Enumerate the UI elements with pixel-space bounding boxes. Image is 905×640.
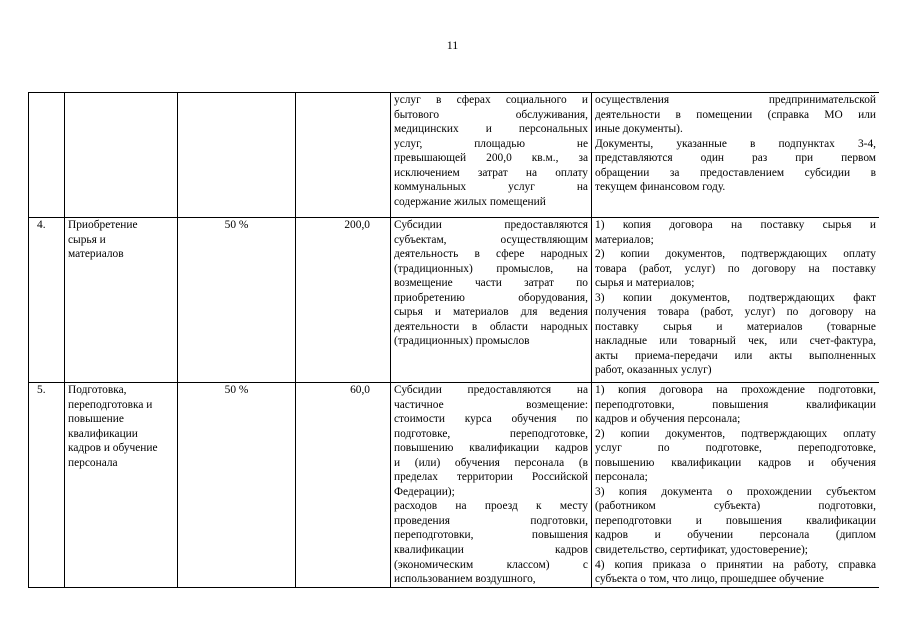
subsidy-table: [28, 92, 879, 588]
required-documents-line: деятельности в помещении (справка МО или: [595, 108, 876, 121]
subsidy-description-line: Федерации);: [394, 485, 455, 498]
subsidy-description-line: деятельность в сфере народных: [394, 248, 588, 261]
required-documents-line: поставку сырья и материалов (товарные: [595, 320, 876, 333]
required-documents-line: текущем финансовом году.: [595, 181, 726, 194]
subsidy-description-line: расходов на проезд к месту: [394, 500, 588, 513]
subsidy-percent: 50 %: [178, 218, 296, 383]
required-documents-line: материалов;: [595, 233, 654, 246]
required-documents-line: услуг по подготовке, переподготовке,: [595, 442, 876, 455]
subsidy-description-line: проведения подготовки,: [394, 514, 588, 527]
subsidy-description-line: переподготовки, повышения: [394, 529, 588, 542]
required-documents-line: переподготовки, повышения квалификации: [595, 398, 876, 411]
subsidy-description-line: коммунальных услуг на: [394, 181, 588, 194]
expense-name-line: материалов: [68, 248, 124, 261]
subsidy-description-line: подготовке, переподготовке,: [394, 427, 588, 440]
required-documents-line: накладные или товарный чек, или счет-фактура,: [595, 335, 876, 348]
row-number: [29, 93, 65, 218]
required-documents-line: 2) копии документов, подтверждающих оплату: [595, 427, 876, 440]
expense-name: [65, 383, 178, 588]
required-documents-line: 4) копия приказа о принятии на работу, справка: [595, 558, 876, 571]
required-documents-line: товара (работ, услуг) по договору на поставку: [595, 262, 876, 275]
subsidy-description-line: исключением затрат на оплату: [394, 166, 588, 179]
required-documents-line: иные документы).: [595, 123, 683, 136]
subsidy-description-line: квалификации кадров: [394, 544, 588, 557]
subsidy-description: [391, 93, 592, 218]
required-documents: [592, 93, 880, 218]
expense-name-line: переподготовка и: [68, 398, 153, 411]
subsidy-description-line: (традиционных) промыслов: [394, 335, 530, 348]
required-documents-line: представляются один раз при первом: [595, 152, 876, 165]
required-documents-line: (работником субъекта) подготовки,: [595, 500, 876, 513]
required-documents-line: 3) копии документов, подтверждающих факт: [595, 291, 876, 304]
expense-name-line: повышение: [68, 413, 124, 426]
subsidy-description-line: субъектам, осуществляющим: [394, 233, 588, 246]
required-documents-line: персонала;: [595, 471, 648, 484]
required-documents-line: сырья и материалов;: [595, 277, 695, 290]
table-row: [29, 383, 880, 588]
expense-name: [65, 93, 178, 218]
table-row: [29, 93, 880, 218]
subsidy-table-wrapper: [28, 92, 879, 640]
required-documents-line: кадров и обучении персонала (диплом: [595, 529, 876, 542]
page-number: 11: [446, 38, 459, 52]
subsidy-percent: 50 %: [178, 383, 296, 588]
subsidy-table-body: [29, 93, 880, 588]
expense-name-line: квалификации: [68, 427, 138, 440]
subsidy-description-line: Субсидии предоставляются на: [394, 384, 588, 396]
expense-name-line: Подготовка,: [68, 384, 127, 396]
subsidy-description-line: сырья и материалов для ведения: [394, 306, 588, 319]
subsidy-description-line: деятельности в области народных: [394, 320, 588, 333]
required-documents-line: кадров и обучения персонала;: [595, 413, 741, 426]
required-documents-line: работ, оказанных услуг): [595, 364, 712, 377]
expense-name-line: кадров и обучение: [68, 442, 158, 455]
expense-name-line: сырья и: [68, 233, 106, 246]
required-documents-line: получения товара (работ, услуг) по договору на: [595, 306, 876, 319]
subsidy-description-line: пределах территории Российской: [394, 471, 588, 484]
subsidy-description-line: приобретению оборудования,: [394, 291, 588, 304]
required-documents-line: повышению квалификации кадров и обучения: [595, 456, 876, 469]
subsidy-amount: [296, 93, 391, 218]
subsidy-description-line: (традиционных) промыслов, на: [394, 262, 588, 275]
required-documents-line: Документы, указанные в подпунктах 3-4,: [595, 137, 876, 150]
subsidy-description: [391, 218, 592, 383]
subsidy-description-line: услуг в сферах социального и: [394, 94, 588, 106]
required-documents-line: обращении за предоставлением субсидии в: [595, 166, 876, 179]
subsidy-description-line: Субсидии предоставляются: [394, 219, 588, 231]
table-row: [29, 218, 880, 383]
row-number: 4.: [29, 218, 65, 383]
expense-name-line: Приобретение: [68, 219, 138, 231]
subsidy-description-line: использованием воздушного,: [394, 573, 536, 586]
subsidy-description-line: (экономическим классом) с: [394, 558, 588, 571]
required-documents-line: 1) копия договора на поставку сырья и: [595, 219, 876, 231]
subsidy-description-line: услуг, площадью не: [394, 137, 588, 150]
subsidy-description-line: бытового обслуживания,: [394, 108, 588, 121]
expense-name-line: персонала: [68, 456, 118, 469]
subsidy-description-line: превышающей 200,0 кв.м., за: [394, 152, 588, 165]
required-documents: [592, 383, 880, 588]
subsidy-description-line: медицинских и персональных: [394, 123, 588, 136]
subsidy-description-line: содержание жилых помещений: [394, 195, 546, 208]
subsidy-description-line: возмещение части затрат по: [394, 277, 588, 290]
expense-name: [65, 218, 178, 383]
subsidy-description: [391, 383, 592, 588]
required-documents-line: акты приема-передачи или акты выполненных: [595, 349, 876, 362]
required-documents-line: 1) копия договора на прохождение подготовки,: [595, 384, 876, 396]
subsidy-description-line: и (или) обучения персонала (в: [394, 456, 588, 469]
subsidy-description-line: стоимости курса обучения по: [394, 413, 588, 426]
required-documents: [592, 218, 880, 383]
subsidy-description-line: частичное возмещение:: [394, 398, 588, 411]
subsidy-amount: 60,0: [296, 383, 391, 588]
required-documents-line: 3) копия документа о прохождении субъектом: [595, 485, 876, 498]
subsidy-amount: 200,0: [296, 218, 391, 383]
subsidy-percent: [178, 93, 296, 218]
subsidy-description-line: повышению квалификации кадров: [394, 442, 588, 455]
row-number: 5.: [29, 383, 65, 588]
required-documents-line: субъекта о том, что лицо, прошедшее обучение: [595, 573, 824, 586]
required-documents-line: свидетельство, сертификат, удостоверение);: [595, 544, 808, 557]
required-documents-line: осуществления предпринимательской: [595, 94, 876, 106]
required-documents-line: 2) копии документов, подтверждающих оплату: [595, 248, 876, 261]
required-documents-line: переподготовки и повышения квалификации: [595, 514, 876, 527]
